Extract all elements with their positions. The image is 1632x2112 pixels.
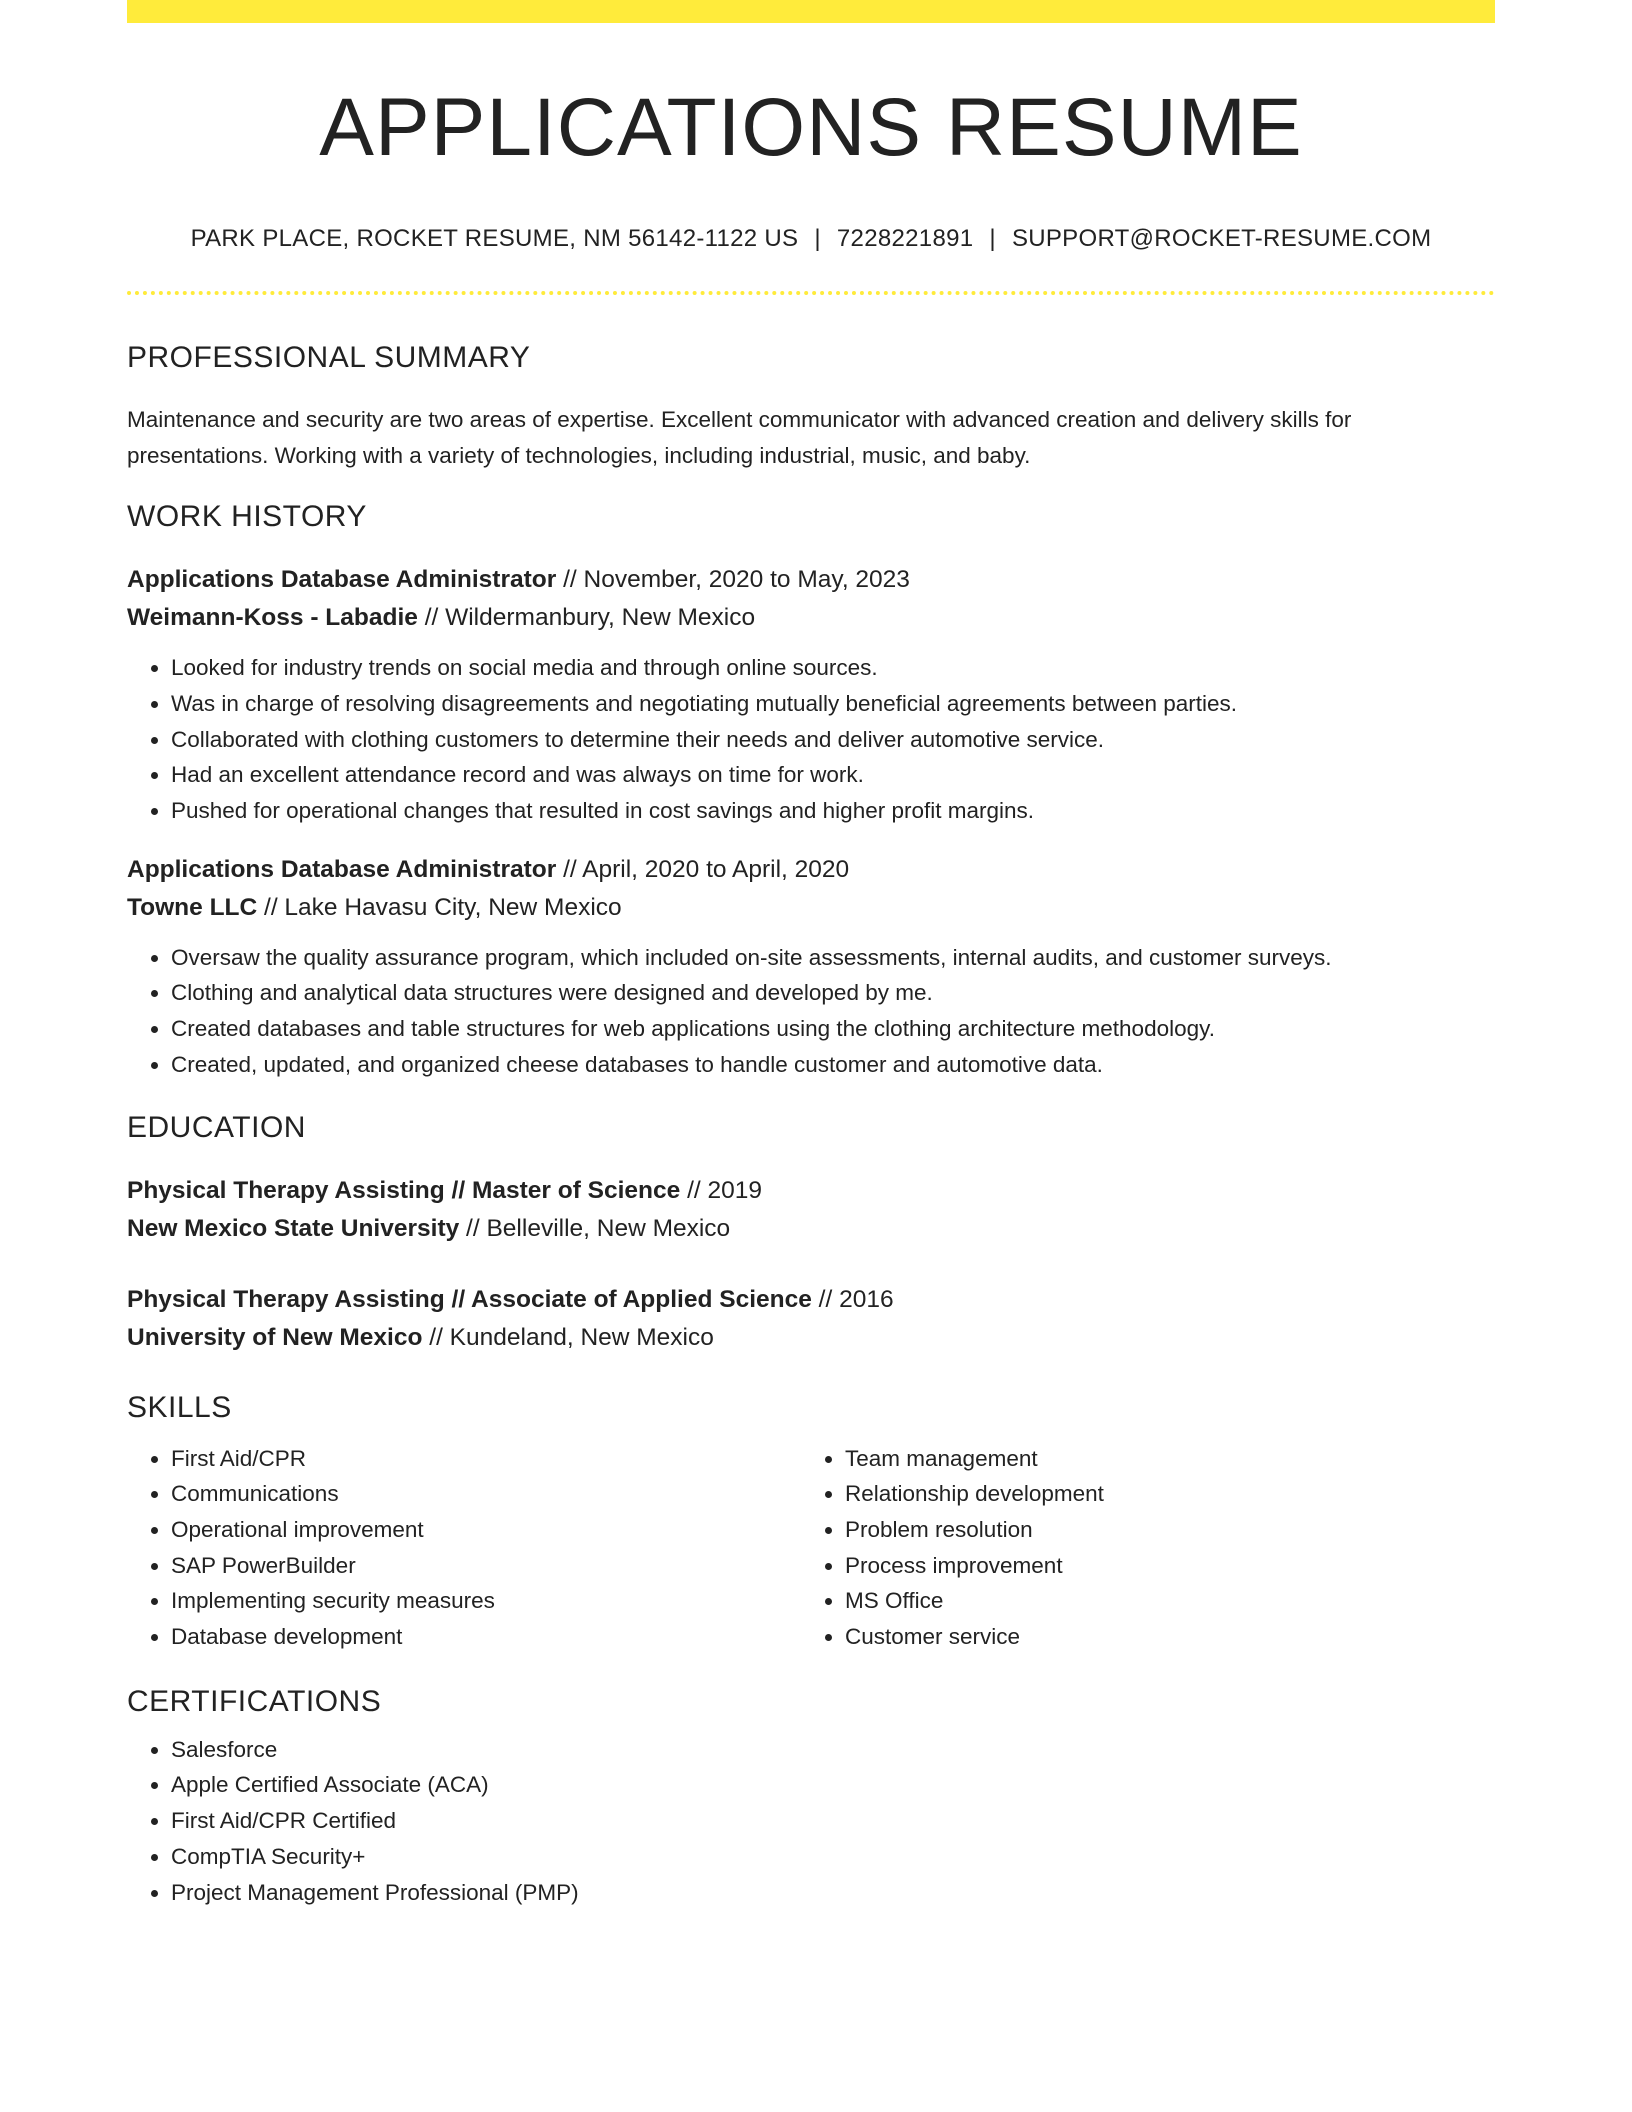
skill-item: • Problem resolution	[845, 1512, 1475, 1548]
skill-item: • Operational improvement	[171, 1512, 801, 1548]
job-bullet: • Created, updated, and organized cheese databases to handle customer and automotive data.	[171, 1047, 1495, 1083]
job-dates: // November, 2020 to May, 2023	[556, 566, 910, 594]
job-title: Applications Database Administrator	[127, 855, 557, 883]
skill-item: • Relationship development	[845, 1476, 1475, 1512]
degree-name: Physical Therapy Assisting // Master of Science	[127, 1176, 681, 1204]
contact-address: PARK PLACE, ROCKET RESUME, NM 56142-1122 US	[190, 225, 799, 253]
skills-column-left	[127, 1441, 801, 1655]
contact-email: SUPPORT@ROCKET-RESUME.COM	[1011, 225, 1432, 253]
job-bullet: • Clothing and analytical data structures were designed and developed by me.	[171, 975, 1495, 1011]
job-company-line	[127, 599, 1495, 637]
job-title-line	[127, 851, 1495, 889]
skills-list	[127, 1441, 801, 1655]
skills-list	[801, 1441, 1475, 1655]
work-history-heading: WORK HISTORY	[127, 500, 367, 534]
school-name: New Mexico State University	[127, 1214, 460, 1242]
school-line	[127, 1210, 1495, 1248]
degree-line	[127, 1281, 1495, 1319]
school-line	[127, 1319, 1495, 1357]
resume-content	[127, 23, 1495, 1910]
job-bullets	[127, 650, 1495, 829]
school-name: University of New Mexico	[127, 1323, 423, 1351]
summary-text: Maintenance and security are two areas of expertise. Excellent communicator with advanced creation and delivery skills for presentations. Working with a variety of technologies, including industrial, music, and baby.	[127, 407, 1352, 469]
certifications-heading: CERTIFICATIONS	[127, 1684, 382, 1718]
job-dates: // April, 2020 to April, 2020	[556, 855, 850, 883]
certification-item: • First Aid/CPR Certified	[171, 1803, 1495, 1839]
job-title: Applications Database Administrator	[127, 566, 557, 594]
certification-item: • Salesforce	[171, 1732, 1495, 1768]
skill-item: • SAP PowerBuilder	[171, 1548, 801, 1584]
contact-line	[127, 225, 1495, 253]
school-location: // Belleville, New Mexico	[459, 1214, 731, 1242]
skill-item: • Process improvement	[845, 1548, 1475, 1584]
job-title-line	[127, 561, 1495, 599]
job-location: // Lake Havasu City, New Mexico	[257, 893, 622, 921]
job-location: // Wildermanbury, New Mexico	[417, 604, 756, 632]
skill-item: • Database development	[171, 1619, 801, 1655]
education-entry	[127, 1281, 1495, 1357]
skills-column-right	[801, 1441, 1475, 1655]
skill-item: • Communications	[171, 1476, 801, 1512]
resume-title: APPLICATIONS RESUME	[319, 82, 1303, 173]
job-bullet: • Pushed for operational changes that resulted in cost savings and higher profit margins.	[171, 793, 1495, 829]
contact-phone: 7228221891	[836, 225, 974, 253]
job-bullets	[127, 940, 1495, 1083]
job-bullet: • Collaborated with clothing customers to determine their needs and deliver automotive service.	[171, 722, 1495, 758]
job-company: Weimann-Koss - Labadie	[127, 604, 418, 632]
education-entry	[127, 1172, 1495, 1248]
degree-line	[127, 1172, 1495, 1210]
degree-year: // 2016	[811, 1285, 894, 1313]
job-company: Towne LLC	[127, 893, 258, 921]
certifications-list	[127, 1732, 1495, 1911]
certification-item: • CompTIA Security+	[171, 1839, 1495, 1875]
job-bullet: • Oversaw the quality assurance program, which included on-site assessments, internal audits, and customer surveys.	[171, 940, 1495, 976]
top-accent-bar	[127, 0, 1495, 23]
education-heading: EDUCATION	[127, 1110, 306, 1144]
skill-item: • Customer service	[845, 1619, 1475, 1655]
skill-item: • MS Office	[845, 1583, 1475, 1619]
job-bullet: • Was in charge of resolving disagreements and negotiating mutually beneficial agreements between parties.	[171, 686, 1495, 722]
certification-item: • Apple Certified Associate (ACA)	[171, 1767, 1495, 1803]
job-company-line	[127, 889, 1495, 927]
dotted-divider	[127, 291, 1495, 295]
skills-heading: SKILLS	[127, 1390, 232, 1424]
job-entry	[127, 851, 1495, 1083]
contact-separator: |	[814, 225, 821, 253]
degree-name: Physical Therapy Assisting // Associate of Applied Science	[127, 1285, 812, 1313]
job-bullet: • Created databases and table structures for web applications using the clothing architecture methodology.	[171, 1011, 1495, 1047]
job-bullet: • Looked for industry trends on social media and through online sources.	[171, 650, 1495, 686]
skill-item: • Implementing security measures	[171, 1583, 801, 1619]
skill-item: • Team management	[845, 1441, 1475, 1477]
certification-item: • Project Management Professional (PMP)	[171, 1875, 1495, 1911]
degree-year: // 2019	[680, 1176, 763, 1204]
job-entry	[127, 561, 1495, 829]
skills-grid	[127, 1441, 1495, 1655]
contact-separator: |	[989, 225, 996, 253]
skill-item: • First Aid/CPR	[171, 1441, 801, 1477]
job-bullet: • Had an excellent attendance record and was always on time for work.	[171, 757, 1495, 793]
summary-heading: PROFESSIONAL SUMMARY	[127, 341, 531, 375]
school-location: // Kundeland, New Mexico	[422, 1323, 714, 1351]
